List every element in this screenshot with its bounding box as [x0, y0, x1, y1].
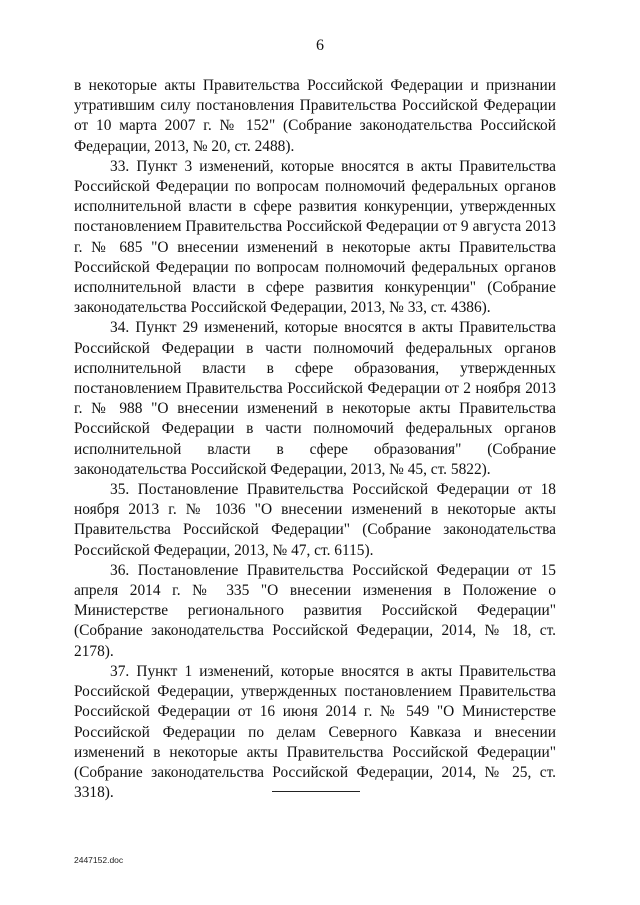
paragraph-item-35: 35. Постановление Правительства Российской Федерации от 18 ноября 2013 г. № 1036 "О внесении изменений в некоторые акты Правительства Российской Федерации" (Собрание законодательства Российской Федерации, 2013, № 47, ст. 6115).: [74, 481, 556, 559]
paragraph-item-37: 37. Пункт 1 изменений, которые вносятся в акты Правительства Российской Федерации, утвержденных постановлением Правительства Российской Федерации от 16 июня 2014 г. № 549 "О Министерстве Российской Федерации по делам Северного Кавказа и внесении изменений в некоторые акты Правительства Российской Федерации" (Собрание законодательства Российской Федерации, 2014, № 25, ст. 3318).: [74, 662, 556, 802]
paragraph-continuation: в некоторые акты Правительства Российской Федерации и признании утратившим силу постановления Правительства Российской Федерации от 10 марта 2007 г. № 152" (Собрание законодательства Российской Федерации, 2013, № 20, ст. 2488).: [74, 77, 556, 155]
paragraph-item-34: 34. Пункт 29 изменений, которые вносятся в акты Правительства Российской Федерации в части полномочий федеральных органов исполнительной власти в сфере образования, утвержденных постановлением Правительства Российской Федерации от 2 ноября 2013 г. № 988 "О внесении изменений в некоторые акты Правительства Российской Федерации в части полномочий федеральных органов исполнительной власти в сфере образования" (Собрание законодательства Российской Федерации, 2013, № 45, ст. 5822).: [74, 319, 556, 478]
paragraph-item-36: 36. Постановление Правительства Российской Федерации от 15 апреля 2014 г. № 335 "О внесении изменения в Положение о Министерстве регионального развития Российской Федерации" (Собрание законодательства Российской Федерации, 2014, № 18, ст. 2178).: [74, 561, 556, 660]
document-body: [74, 76, 556, 803]
page-number: 6: [316, 37, 324, 54]
paragraph-item-33: 33. Пункт 3 изменений, которые вносятся в акты Правительства Российской Федерации по вопросам полномочий федеральных органов исполнительной власти в сфере развития конкуренции, утвержденных постановлением Правительства Российской Федерации от 9 августа 2013 г. № 685 "О внесении изменений в некоторые акты Правительства Российской Федерации по вопросам полномочий федеральных органов исполнительной власти в сфере развития конкуренции" (Собрание законодательства Российской Федерации, 2013, № 33, ст. 4386).: [74, 157, 556, 317]
footer-document-code: 2447152.doc: [74, 855, 124, 865]
end-separator-line: [272, 791, 360, 792]
